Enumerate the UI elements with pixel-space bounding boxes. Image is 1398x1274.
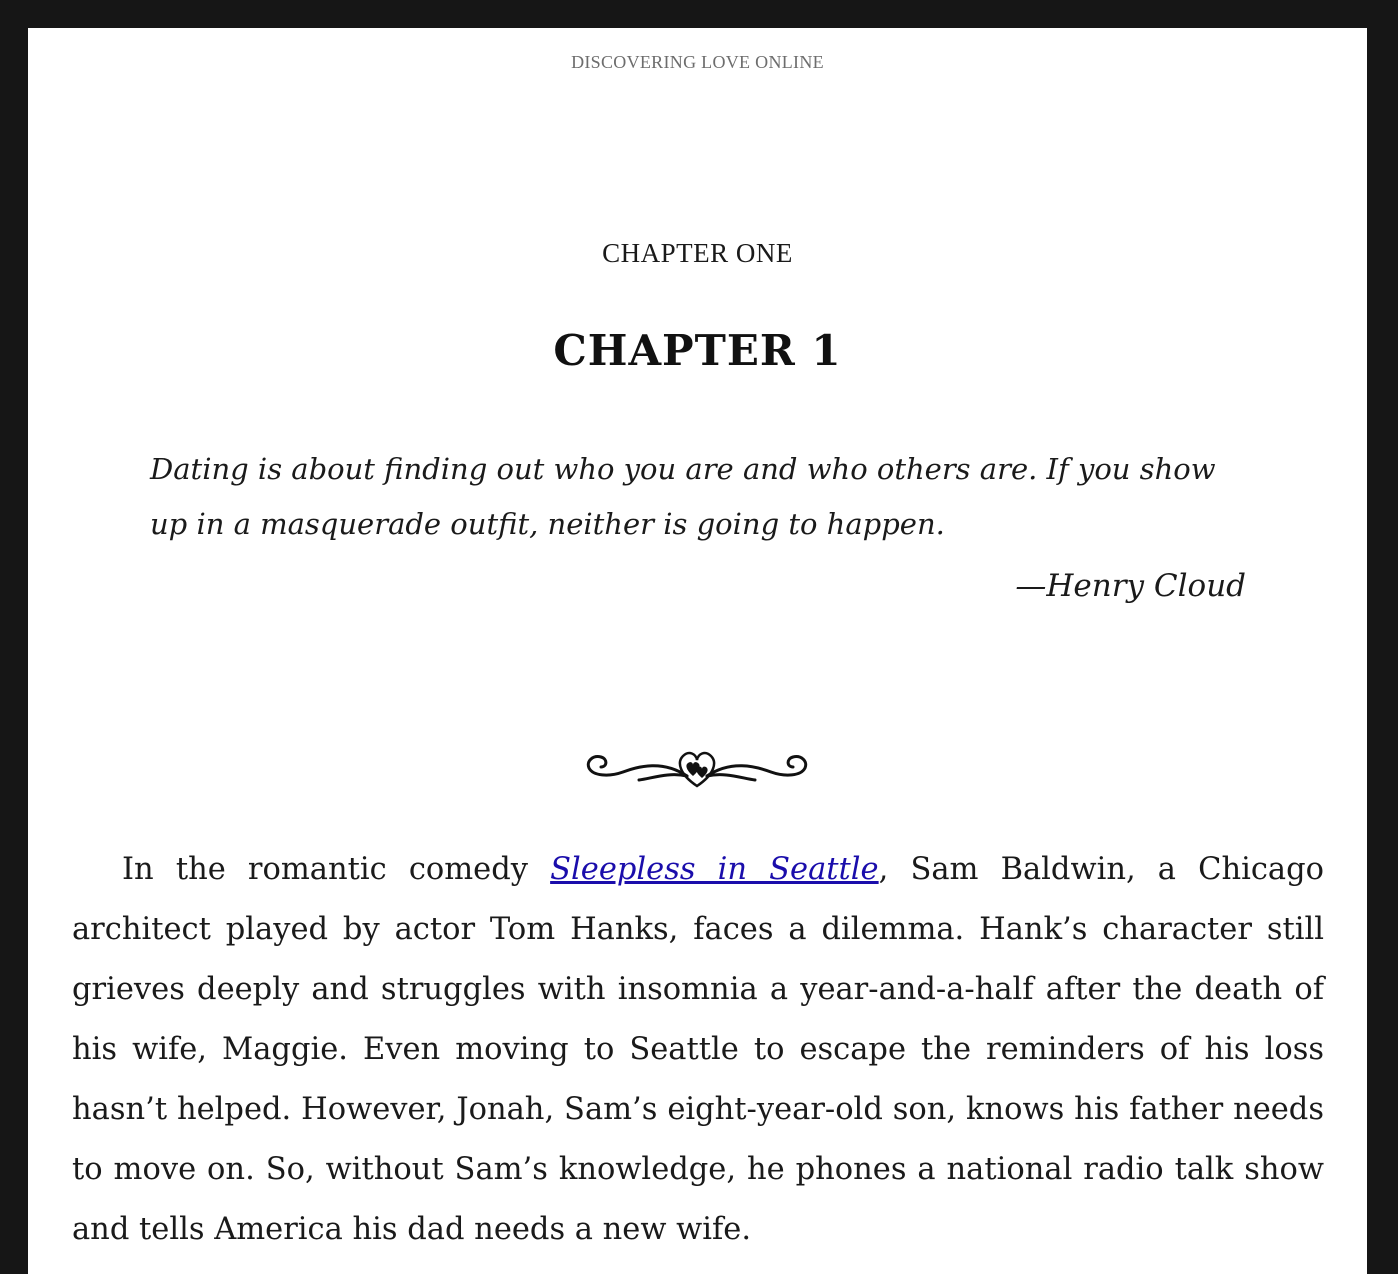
book-page	[28, 28, 1367, 1274]
paragraph-text-start: In the romantic comedy	[122, 852, 551, 887]
chapter-title: CHAPTER 1	[553, 326, 842, 375]
chapter-label: CHAPTER ONE	[602, 238, 793, 268]
body-paragraph	[72, 840, 1324, 1260]
epigraph-author: —Henry Cloud	[1015, 568, 1246, 604]
heart-flourish-icon	[583, 736, 811, 792]
epigraph-quote: Dating is about finding out who you are and who others are. If you show up in a masquerade outfit, neither is going to happen.	[150, 452, 1216, 541]
movie-title-link[interactable]: Sleepless in Seattle	[550, 852, 879, 887]
paragraph-text-rest: , Sam Baldwin, a Chicago architect played by actor Tom Hanks, faces a dilemma. Hank’s character still grieves deeply and struggles with insomnia a year-and-a-half after the death of his wife, Maggie. Even moving to Seattle to escape the reminders of his loss hasn’t helped. However, Jonah, Sam’s eight-year-old son, knows his father needs to move on. So, without Sam’s knowledge, he phones a national radio talk show and tells America his dad needs a new wife.	[72, 852, 1324, 1247]
running-header: DISCOVERING LOVE ONLINE	[571, 52, 824, 72]
